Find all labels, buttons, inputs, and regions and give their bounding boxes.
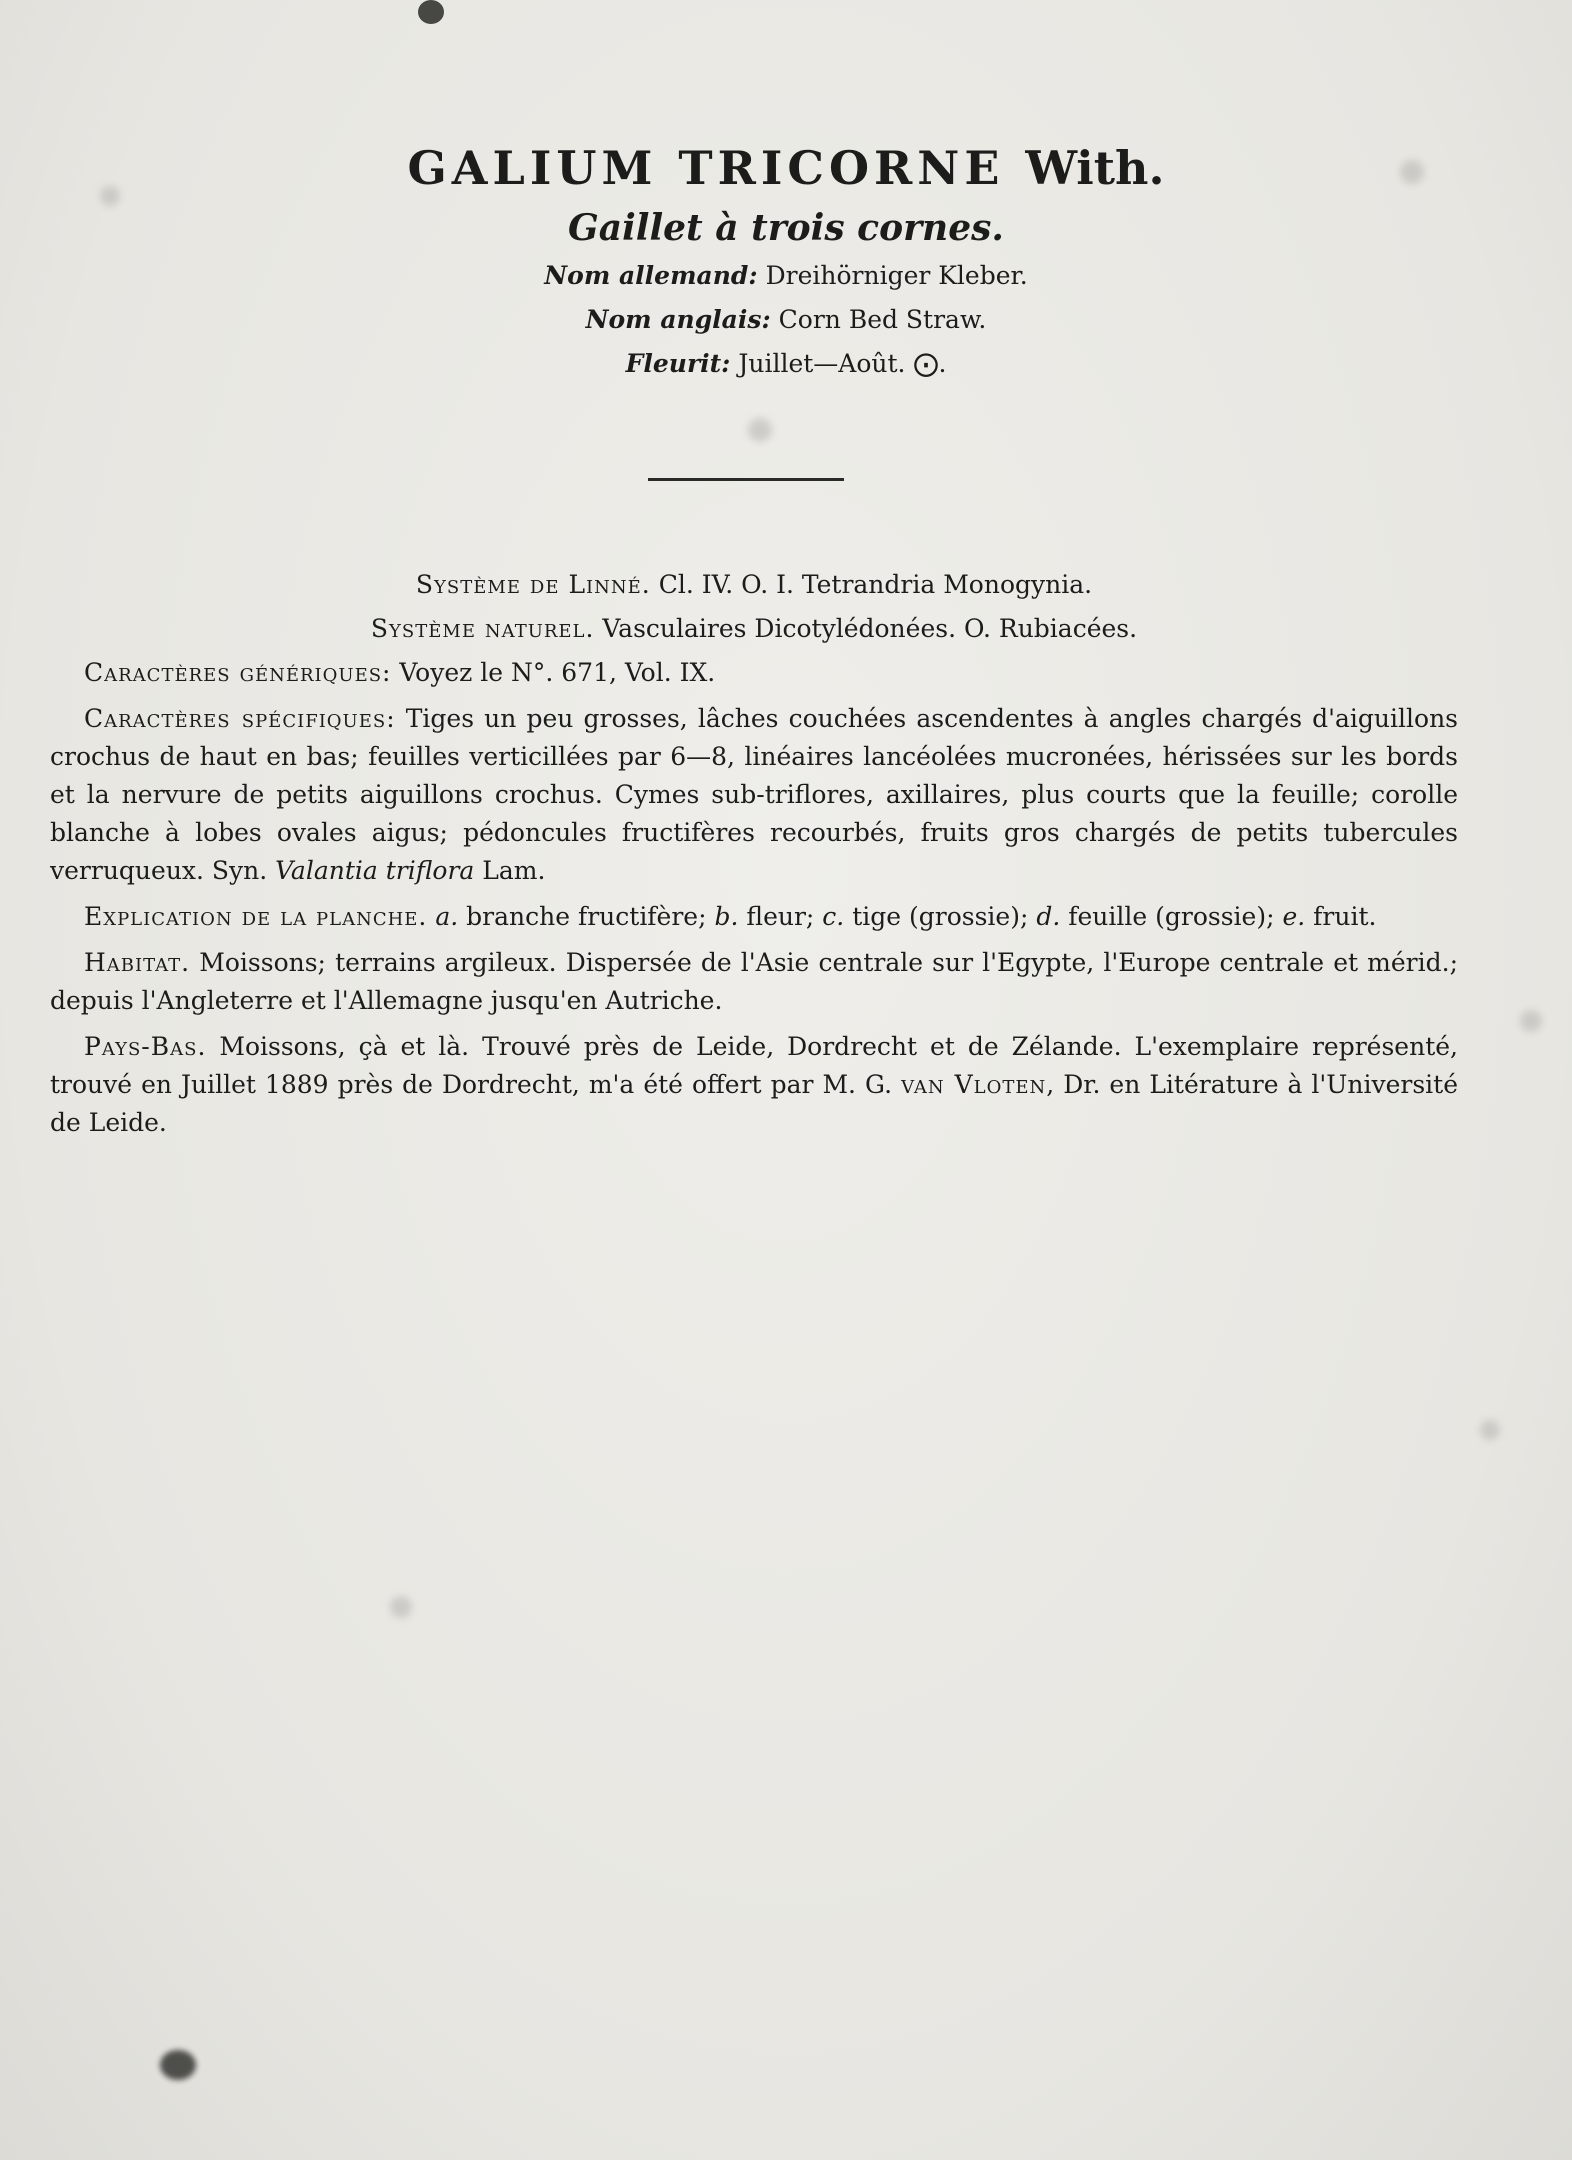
paper-spot xyxy=(748,418,772,442)
flowering-value: Juillet—Août. ⨀. xyxy=(738,349,947,378)
synonym-author: Lam. xyxy=(482,856,546,885)
specifiques-label: Caractères spécifiques: xyxy=(84,704,396,733)
explication-label: Explication de la planche. xyxy=(84,902,428,931)
synonym-name: Valantia triflora xyxy=(275,856,475,885)
specifiques-value: Tiges un peu grosses, lâches couchées ascendentes à angles chargés d'aiguillons crochus de haut en bas; feuilles verticillées par 6—8, linéaires lancéolées mucronées, hérissées sur les bords et la nervure de petits aiguillons crochus. Cymes sub-triflores, axillaires, plus courts que la feuille; corolle blanche à lobes ovales aigus; pédoncules fructifères recourbés, fruits gros chargés de petits tubercules verruqueux. Syn. xyxy=(50,704,1458,885)
plate-text-a: branche fructifère; xyxy=(466,902,707,931)
plate-text-d: feuille (grossie); xyxy=(1068,902,1275,931)
paper-spot xyxy=(1480,1420,1500,1440)
english-name-label: Nom anglais: xyxy=(585,305,771,334)
plate-key-c: c. xyxy=(822,902,845,931)
linne-label: Système de Linné. xyxy=(415,570,651,599)
generiques-label: Caractères génériques: xyxy=(84,658,392,687)
paysbas-end: , Dr. en Litérature à l'Université de Leide. xyxy=(50,1070,1458,1137)
plate-text-c: tige (grossie); xyxy=(852,902,1029,931)
naturel-value: Vasculaires Dicotylédonées. O. Rubiacées. xyxy=(602,614,1138,643)
english-name-line xyxy=(0,300,1572,340)
german-name-value: Dreihörniger Kleber. xyxy=(765,261,1028,290)
generiques-value: Voyez le N°. 671, Vol. IX. xyxy=(399,658,716,687)
species-title xyxy=(0,140,1572,196)
ink-spot xyxy=(418,0,444,24)
plate-key-d: d. xyxy=(1036,902,1061,931)
english-name-value: Corn Bed Straw. xyxy=(778,305,987,334)
description-body xyxy=(50,566,1458,1150)
plate-key-b: b. xyxy=(714,902,739,931)
plate-text-b: fleur; xyxy=(746,902,815,931)
plant-header xyxy=(0,140,1572,384)
plate-key-a: a. xyxy=(435,902,459,931)
species-name: GALIUM TRICORNE xyxy=(407,141,1005,195)
habitat-paragraph xyxy=(50,944,1458,1020)
ink-spot xyxy=(160,2050,196,2080)
plate-key-e: e. xyxy=(1282,902,1306,931)
linne-system-line xyxy=(50,566,1458,604)
separator-rule xyxy=(648,478,844,481)
french-name: Gaillet à trois cornes. xyxy=(568,207,1004,249)
netherlands-paragraph xyxy=(50,1028,1458,1142)
plate-explanation xyxy=(50,898,1458,936)
donor-name: van Vloten xyxy=(901,1070,1047,1099)
paysbas-label: Pays-Bas. xyxy=(84,1032,207,1061)
species-author: With. xyxy=(1025,141,1165,195)
paper-spot xyxy=(1520,1010,1542,1032)
paysbas-value: Moissons, çà et là. Trouvé près de Leide, Dordrecht et de Zélande. L'exemplaire représenté, trouvé en Juillet 1889 près de Dordrecht, m'a été offert par M. G. xyxy=(50,1032,1458,1099)
generic-characters xyxy=(50,654,1458,692)
flowering-label: Fleurit: xyxy=(625,349,731,378)
german-name-line xyxy=(0,256,1572,296)
naturel-label: Système naturel. xyxy=(370,614,595,643)
habitat-label: Habitat. xyxy=(84,948,191,977)
paper-spot xyxy=(390,1596,412,1618)
natural-system-line xyxy=(50,610,1458,648)
linne-value: Cl. IV. O. I. Tetrandria Monogynia. xyxy=(658,570,1093,599)
habitat-value: Moissons; terrains argileux. Dispersée de l'Asie centrale sur l'Egypte, l'Europe centrale et mérid.; depuis l'Angleterre et l'Allemagne jusqu'en Autriche. xyxy=(50,948,1458,1015)
german-name-label: Nom allemand: xyxy=(544,261,758,290)
flowering-line xyxy=(0,344,1572,384)
specific-characters xyxy=(50,700,1458,890)
plate-text-e: fruit. xyxy=(1313,902,1377,931)
